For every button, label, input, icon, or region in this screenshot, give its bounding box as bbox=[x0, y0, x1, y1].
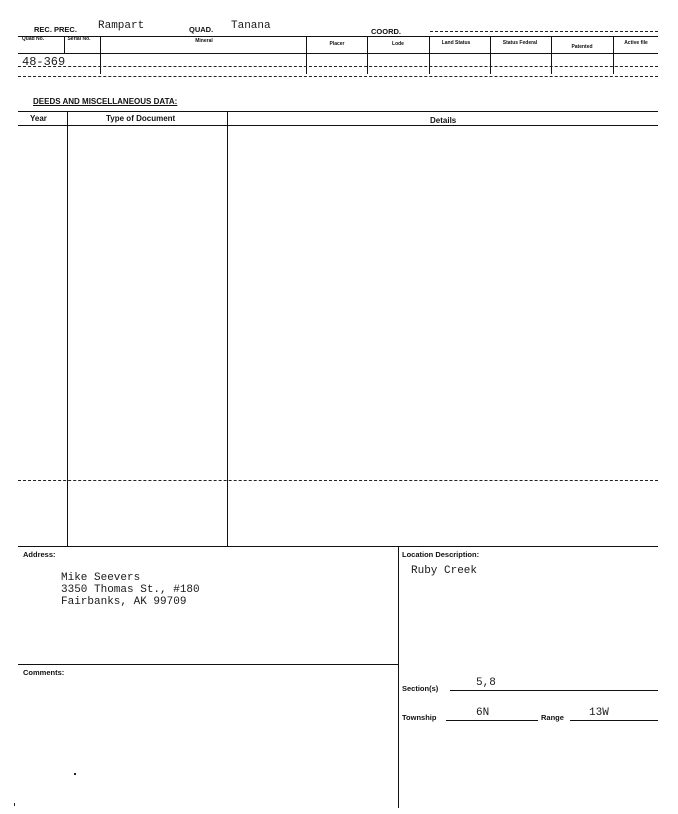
col-mineral: Mineral bbox=[195, 38, 213, 44]
coord-label: COORD. bbox=[371, 27, 401, 36]
col-details: Details bbox=[430, 116, 457, 125]
comments-label: Comments: bbox=[23, 668, 65, 677]
col-year: Year bbox=[30, 114, 47, 123]
col-placer: Placer bbox=[329, 41, 345, 47]
location-description-label: Location Description: bbox=[402, 550, 480, 559]
township-underline bbox=[446, 720, 538, 721]
quad-serial-value: 48-369 bbox=[22, 55, 66, 69]
col-divider-1 bbox=[64, 36, 65, 53]
col-divider-5 bbox=[429, 36, 430, 74]
col-divider-2 bbox=[100, 36, 101, 74]
coord-dashed-line bbox=[430, 31, 658, 32]
table-top-border bbox=[18, 36, 658, 37]
stray-mark-tick bbox=[14, 803, 15, 806]
col-divider-7 bbox=[551, 36, 552, 74]
col-status-land: Land Status bbox=[441, 40, 471, 46]
col-serial-no: Serial No. bbox=[67, 36, 91, 42]
column-header-separator bbox=[18, 53, 658, 54]
range-value: 13W bbox=[589, 707, 609, 719]
location-description-value: Ruby Creek bbox=[411, 565, 478, 577]
address-line-street: 3350 Thomas St., #180 bbox=[61, 584, 200, 596]
col-status-federal: Status Federal bbox=[502, 40, 538, 46]
stray-mark-dot bbox=[74, 773, 76, 775]
township-label: Township bbox=[402, 713, 437, 722]
col-lode: Lode bbox=[392, 41, 404, 47]
col-divider-3 bbox=[306, 36, 307, 74]
township-value: 6N bbox=[476, 707, 490, 719]
col-active: Active file bbox=[624, 40, 648, 46]
quad-value: Tanana bbox=[231, 20, 271, 32]
col-divider-4 bbox=[367, 36, 368, 74]
address-comments-separator bbox=[18, 664, 398, 665]
sections-underline bbox=[450, 690, 658, 691]
deeds-dashed-line bbox=[18, 480, 658, 481]
address-line-name: Mike Seevers bbox=[61, 572, 141, 584]
deeds-section-title: DEEDS AND MISCELLANEOUS DATA: bbox=[33, 97, 178, 106]
bottom-vertical-divider bbox=[398, 546, 399, 808]
deeds-top-border bbox=[18, 111, 658, 112]
row-dashed-line-2 bbox=[18, 76, 658, 77]
deeds-col-divider-2 bbox=[227, 111, 228, 547]
deeds-col-divider-1 bbox=[67, 111, 68, 547]
deeds-bottom-border bbox=[18, 546, 658, 547]
col-quad-no: Quad No. bbox=[21, 36, 45, 42]
rec-prec-label: REC. PREC. bbox=[34, 25, 77, 34]
sections-label: Section(s) bbox=[402, 684, 439, 693]
col-divider-8 bbox=[613, 36, 614, 74]
row-dashed-line-1 bbox=[18, 66, 658, 67]
deeds-header-separator bbox=[18, 125, 658, 126]
range-label: Range bbox=[541, 713, 564, 722]
quad-label: QUAD. bbox=[189, 25, 214, 34]
address-line-city: Fairbanks, AK 99709 bbox=[61, 596, 187, 608]
address-label: Address: bbox=[23, 550, 56, 559]
col-type-of-document: Type of Document bbox=[106, 114, 176, 123]
col-patented: Patented bbox=[571, 44, 593, 50]
address-block bbox=[61, 572, 200, 608]
rec-prec-value: Rampart bbox=[98, 20, 145, 32]
sections-value: 5,8 bbox=[476, 677, 496, 689]
col-divider-6 bbox=[490, 36, 491, 74]
range-underline bbox=[570, 720, 658, 721]
